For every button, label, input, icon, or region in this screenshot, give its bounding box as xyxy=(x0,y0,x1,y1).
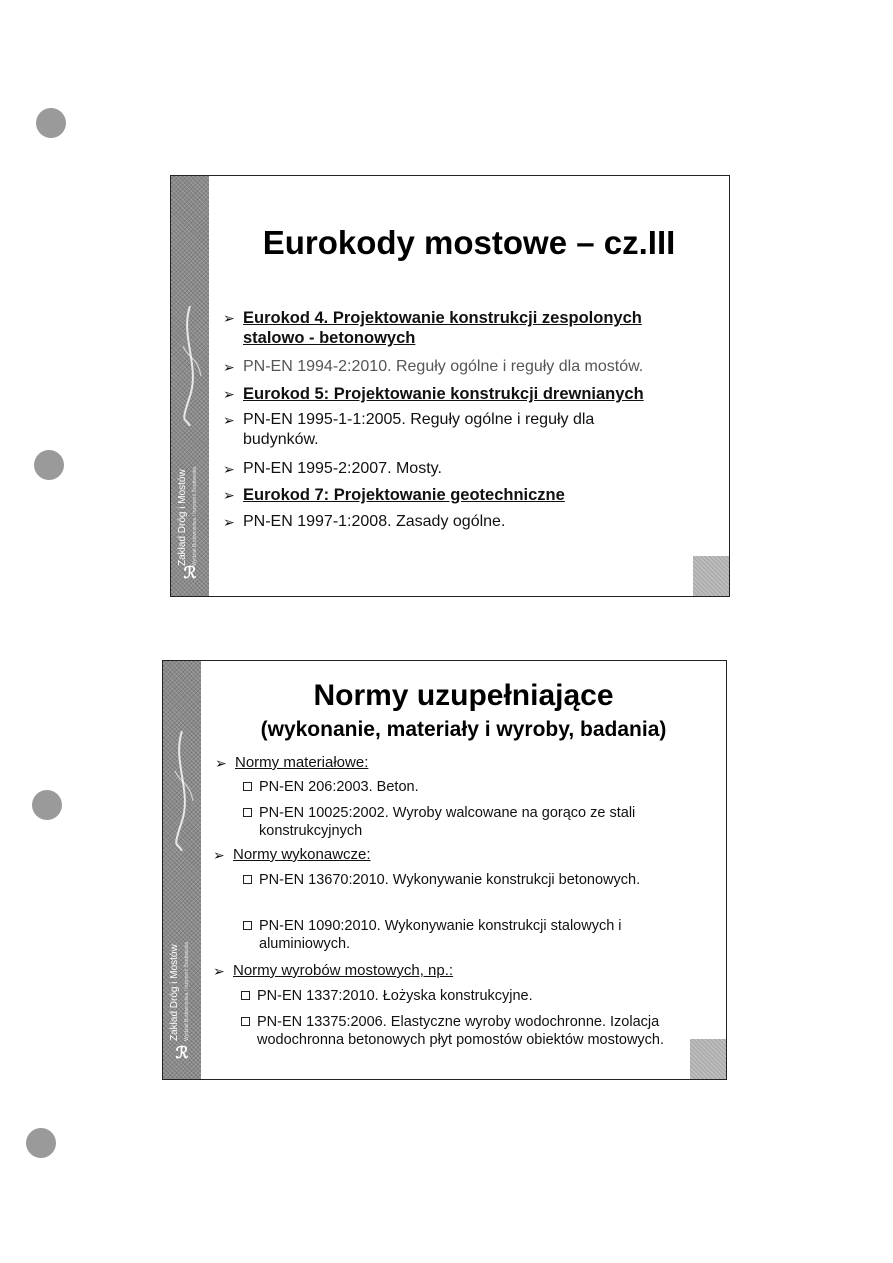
list-item: PN-EN 13375:2006. Elastyczne wyroby wodochronne. Izolacja wodochronna betonowych płyt pomostów obiektów mostowych. xyxy=(241,1013,681,1049)
list-heading: ➢ Normy materiałowe: xyxy=(215,754,369,771)
list-item: PN-EN 13670:2010. Wykonywanie konstrukcji betonowych. xyxy=(243,871,643,889)
list-item: PN-EN 206:2003. Beton. xyxy=(243,778,683,796)
checkbox-square-icon xyxy=(243,921,252,930)
arrow-bullet-icon: ➢ xyxy=(223,487,235,503)
logo-icon: ℛ xyxy=(175,1045,189,1062)
arrow-bullet-icon: ➢ xyxy=(223,386,235,402)
logo-icon: ℛ xyxy=(183,565,197,582)
slide-normy xyxy=(162,660,727,1080)
list-item: ➢ Eurokod 5: Projektowanie konstrukcji drewnianych xyxy=(223,385,644,403)
list-item: PN-EN 1090:2010. Wykonywanie konstrukcji stalowych i aluminiowych. xyxy=(243,917,703,953)
slide-sidebar xyxy=(171,176,209,596)
list-item: ➢ Eurokod 7: Projektowanie geotechniczne xyxy=(223,486,565,504)
sidebar-text: Zakład Dróg i Mostów Wydział Budownictwa i Inżynierii Środowiska xyxy=(169,941,190,1041)
slide-eurokody xyxy=(170,175,730,597)
list-item: ➢ PN-EN 1995-2:2007. Mosty. xyxy=(223,460,442,477)
arrow-bullet-icon: ➢ xyxy=(213,963,225,979)
list-item: PN-EN 10025:2002. Wyroby walcowane na gorąco ze stali konstrukcyjnych xyxy=(243,804,703,840)
list-item: ➢ PN-EN 1994-2:2010. Reguły ogólne i reguły dla mostów. xyxy=(223,358,644,375)
slide-corner-decor xyxy=(690,1039,726,1079)
list-heading: ➢ Normy wykonawcze: xyxy=(213,846,371,863)
arrow-bullet-icon: ➢ xyxy=(215,755,227,771)
checkbox-square-icon xyxy=(243,782,252,791)
slide-subtitle: (wykonanie, materiały i wyroby, badania) xyxy=(260,718,667,741)
arrow-bullet-icon: ➢ xyxy=(223,514,235,530)
arrow-bullet-icon: ➢ xyxy=(223,461,235,477)
arrow-bullet-icon: ➢ xyxy=(223,412,235,428)
arrow-bullet-icon: ➢ xyxy=(223,359,235,375)
slide-corner-decor xyxy=(693,556,729,596)
punch-hole xyxy=(36,108,66,138)
list-item: PN-EN 1337:2010. Łożyska konstrukcyjne. xyxy=(241,987,681,1005)
punch-hole xyxy=(34,450,64,480)
punch-hole xyxy=(26,1128,56,1158)
checkbox-square-icon xyxy=(241,991,250,1000)
list-item: ➢ PN-EN 1997-1:2008. Zasady ogólne. xyxy=(223,513,506,530)
arrow-bullet-icon: ➢ xyxy=(223,310,235,326)
list-item: ➢ PN-EN 1995-1-1:2005. Reguły ogólne i reguły dla budynków. xyxy=(223,411,595,448)
punch-hole xyxy=(32,790,62,820)
slide-title: Eurokody mostowe – cz.III xyxy=(262,224,676,261)
checkbox-square-icon xyxy=(243,808,252,817)
sidebar-ornament xyxy=(175,306,205,426)
slide-title: Normy uzupełniające xyxy=(313,679,614,712)
list-heading: ➢ Normy wyrobów mostowych, np.: xyxy=(213,962,454,979)
checkbox-square-icon xyxy=(243,875,252,884)
sidebar-text: Zakład Dróg i Mostów Wydział Budownictwa i Inżynierii Środowiska xyxy=(177,466,198,566)
sidebar-ornament xyxy=(167,731,197,851)
checkbox-square-icon xyxy=(241,1017,250,1026)
list-item: ➢ Eurokod 4. Projektowanie konstrukcji zespolonych stalowo - betonowych xyxy=(223,309,642,347)
slide-sidebar xyxy=(163,661,201,1079)
arrow-bullet-icon: ➢ xyxy=(213,847,225,863)
